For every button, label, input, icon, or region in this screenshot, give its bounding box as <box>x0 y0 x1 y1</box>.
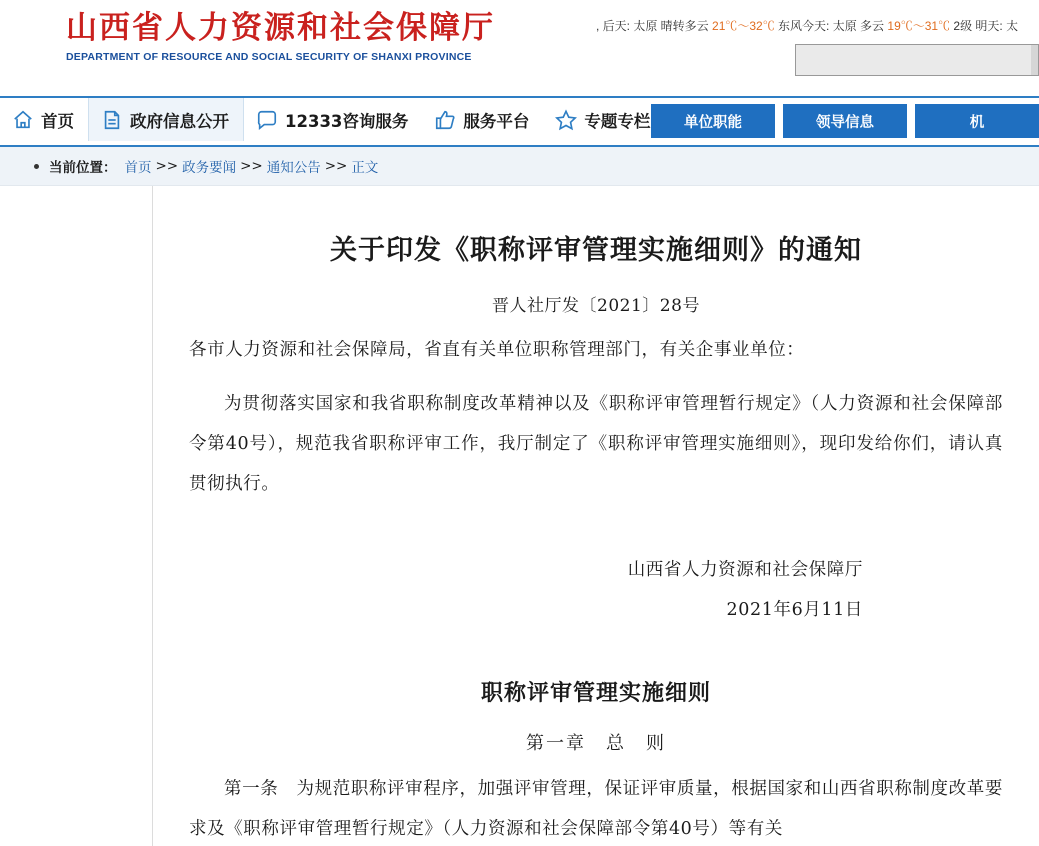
nav-button-unit-function[interactable]: 单位职能 <box>651 104 775 138</box>
breadcrumb-item-notice[interactable]: 通知公告 <box>266 160 321 176</box>
nav-item-list <box>0 98 664 141</box>
nav-button-leader-info[interactable]: 领导信息 <box>783 104 907 138</box>
section-title: 职称评审管理实施细则 <box>480 680 711 706</box>
chat-bubble-icon <box>256 109 278 131</box>
nav-item-service-platform[interactable] <box>422 98 543 141</box>
breadcrumb-separator: >> <box>155 158 179 174</box>
nav-item-gov-info[interactable] <box>88 98 244 141</box>
page-title: 关于印发《职称评审管理实施细则》的通知 <box>330 235 862 266</box>
left-rail <box>0 186 153 846</box>
nav-item-special-column[interactable] <box>543 98 664 141</box>
star-icon <box>555 109 577 131</box>
nav-item-label: 首页 <box>41 111 74 131</box>
weather-text: , 后天: 太原 晴转多云 21℃～32℃ 东风今天: 太原 多云 19℃～31℃ 2级 明天: 太 <box>596 19 1019 33</box>
article-date: 2021年6月11日 <box>726 600 863 620</box>
article-paragraph-article-1: 第一条 为规范职称评审程序，加强评审管理，保证评审质量，根据国家和山西省职称制度改革要求及《职称评审管理暂行规定》（人力资源和社会保障部令第40号）等有关 <box>189 779 1003 839</box>
search-box <box>795 44 1039 76</box>
document-icon <box>101 109 123 131</box>
weather-ticker <box>596 17 1039 35</box>
site-logo[interactable] <box>66 8 495 63</box>
article-paragraph-recipients: 各市人力资源和社会保障局，省直有关单位职称管理部门，有关企事业单位： <box>189 340 805 360</box>
main-nav <box>0 96 1039 147</box>
nav-item-label: 12333咨询服务 <box>285 111 409 131</box>
chapter-title: 第一章 总 则 <box>526 733 666 754</box>
article-signature: 山西省人力资源和社会保障厅 <box>627 560 863 580</box>
article-paragraph-body: 为贯彻落实国家和我省职称制度改革精神以及《职称评审管理暂行规定》（人力资源和社会保障部令第40号），规范我省职称评审工作，我厅制定了《职称评审管理实施细则》，现印发给你们，请认真贯彻执行。 <box>189 394 1003 494</box>
logo-title-en: DEPARTMENT OF RESOURCE AND SOCIAL SECURITY OF SHANXI PROVINCE <box>66 51 472 63</box>
breadcrumb-label: 当前位置： <box>49 160 117 176</box>
home-icon <box>12 109 34 131</box>
site-header <box>0 0 1039 96</box>
thumbs-up-icon <box>434 109 456 131</box>
breadcrumb-item-article: 正文 <box>351 160 379 176</box>
nav-item-label: 服务平台 <box>463 111 530 131</box>
search-input[interactable] <box>795 44 1033 76</box>
article-body <box>153 186 1039 846</box>
breadcrumb <box>0 147 1039 186</box>
breadcrumb-item-news[interactable]: 政务要闻 <box>182 160 237 176</box>
nav-button-organization[interactable]: 机 <box>915 104 1039 138</box>
nav-item-12333[interactable] <box>244 98 422 141</box>
content-area <box>0 186 1039 846</box>
breadcrumb-item-home[interactable]: 首页 <box>124 160 152 176</box>
nav-item-home[interactable] <box>0 98 88 141</box>
document-number: 晋人社厅发〔2021〕28号 <box>492 296 700 316</box>
search-button[interactable] <box>1031 44 1039 76</box>
logo-title-cn: 山西省人力资源和社会保障厅 <box>66 10 495 46</box>
bullet-icon <box>34 164 39 169</box>
nav-item-label: 专题专栏 <box>584 111 651 131</box>
nav-button-group <box>651 104 1039 138</box>
breadcrumb-separator: >> <box>324 158 348 174</box>
nav-item-label: 政府信息公开 <box>130 111 229 131</box>
breadcrumb-separator: >> <box>240 158 263 174</box>
